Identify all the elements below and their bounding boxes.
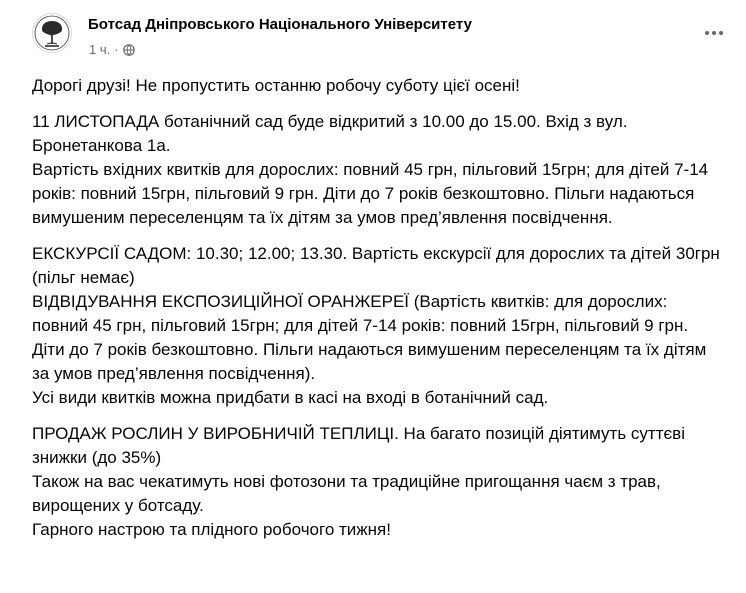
post-text-plant-sale: ПРОДАЖ РОСЛИН У ВИРОБНИЧІЙ ТЕПЛИЦІ. На багато позицій діятимуть суттєві знижки (до 35%): [32, 424, 685, 467]
post-paragraph-intro: [32, 74, 722, 98]
more-options-button[interactable]: [696, 15, 732, 51]
post-text-intro: Дорогі друзі! Не пропустить останню робочу суботу цієї осені!: [32, 76, 520, 95]
post-meta: [89, 42, 135, 57]
post-text-closing: Гарного настрою та плідного робочого тижня!: [32, 520, 391, 539]
post-text-ticket-prices: Вартість вхідних квитків для дорослих: повний 45 грн, пільговий 15грн; для дітей 7-14 років: повний 15грн, пільговий 9 грн. Діти до 7 років безкоштовно. Пільги надаються вимушеним переселенцям та їх дітям за умов пред’явлення посвідчення.: [32, 160, 709, 227]
botanical-garden-tree-logo-icon: [33, 14, 71, 52]
post-text-greenhouse: ВІДВІДУВАННЯ ЕКСПОЗИЦІЙНОЇ ОРАНЖЕРЕЇ (Вартість квитків: для дорослих: повний 45 грн, пільговий 15грн; для дітей 7-14 років: повний 15грн, пільговий 9 грн. Діти до 7 років безкоштовно. Пільги надаються вимушеним переселенцям та їх дітям за умов пред’явлення посвідчення).: [32, 292, 707, 383]
post-text-excursions: ЕКСКУРСІЇ САДОМ: 10.30; 12.00; 13.30. Вартість екскурсії для дорослих та дітей 30грн (пільг немає): [32, 244, 720, 287]
globe-icon[interactable]: [123, 44, 135, 56]
meta-separator: ·: [114, 42, 119, 57]
post-text-hours: 11 ЛИСТОПАДА ботанічний сад буде відкритий з 10.00 до 15.00. Вхід з вул. Бронетанкова 1а.: [32, 112, 628, 155]
post-timestamp[interactable]: 1 ч.: [89, 42, 111, 57]
page-name-link[interactable]: Ботсад Дніпровського Національного Університету: [88, 16, 472, 33]
avatar[interactable]: [32, 13, 72, 53]
post-text-photozones: Також на вас чекатимуть нові фотозони та традиційне пригощання чаєм з трав, вирощених у ботсаду.: [32, 472, 661, 515]
post-text-ticket-office: Усі види квитків можна придбати в касі на вході в ботанічний сад.: [32, 388, 549, 407]
more-horizontal-icon: [705, 31, 723, 35]
post-paragraph-hours: [32, 110, 722, 230]
post-header: [32, 11, 732, 61]
post-content: [32, 74, 722, 542]
post-paragraph-plant-sale: [32, 422, 722, 542]
post-paragraph-excursions: [32, 242, 722, 410]
